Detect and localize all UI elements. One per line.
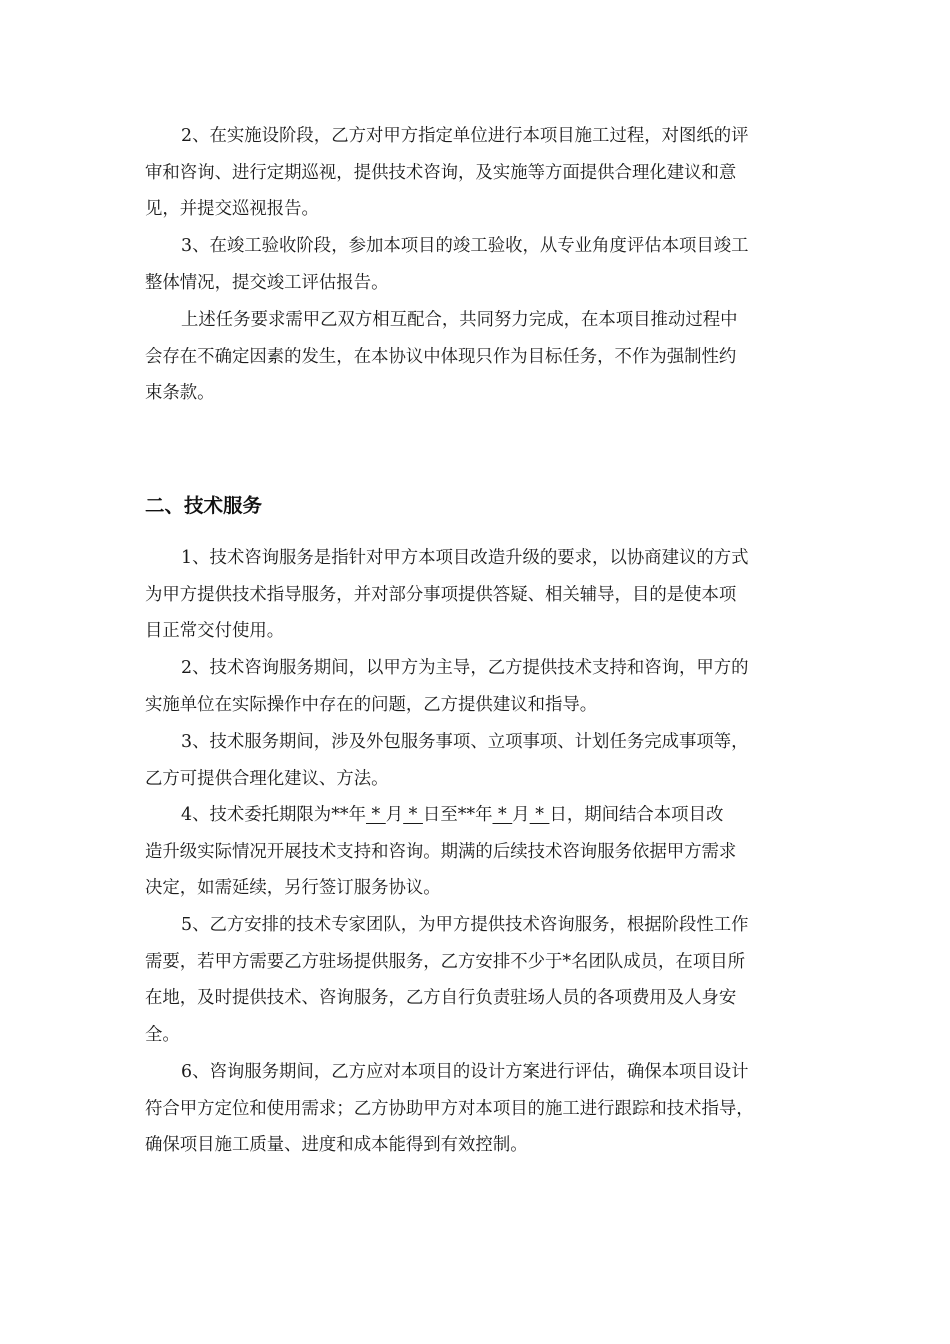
text-line: 审和咨询、进行定期巡视，提供技术咨询，及实施等方面提供合理化建议和意 bbox=[145, 162, 737, 183]
text-line: 确保项目施工质量、进度和成本能得到有效控制。 bbox=[145, 1135, 528, 1155]
section1-paragraph-2 bbox=[145, 118, 805, 228]
text-line: 造升级实际情况开展技术支持和咨询。期满的后续技术咨询服务依据甲方需求 bbox=[145, 841, 737, 862]
blank-day-field: * bbox=[529, 805, 550, 825]
text-line: 见，并提交巡视报告。 bbox=[145, 199, 319, 219]
section2-paragraph-2 bbox=[145, 650, 805, 723]
text-fragment: 月 bbox=[512, 805, 530, 825]
text-line: 整体情况，提交竣工评估报告。 bbox=[145, 272, 389, 293]
section1-paragraph-3 bbox=[145, 228, 805, 301]
paragraph bbox=[145, 540, 805, 650]
text-line: 束条款。 bbox=[145, 383, 215, 403]
blank-day-field: * bbox=[403, 805, 423, 825]
section1-paragraph-4 bbox=[145, 302, 805, 412]
section2-paragraph-6 bbox=[145, 1054, 805, 1164]
text-line: 全。 bbox=[145, 1024, 180, 1045]
text-fragment: 日至**年 bbox=[422, 805, 493, 825]
text-line: 在地，及时提供技术、咨询服务，乙方自行负责驻场人员的各项费用及人身安 bbox=[145, 988, 737, 1008]
paragraph bbox=[145, 650, 805, 723]
text-line: 上述任务要求需甲乙双方相互配合，共同努力完成，在本项目推动过程中 bbox=[181, 310, 738, 330]
text-line: 乙方可提供合理化建议、方法。 bbox=[145, 768, 389, 789]
text-fragment: 4、技术委托期限为**年 bbox=[181, 805, 366, 825]
text-line: 需要，若甲方需要乙方驻场提供服务，乙方安排不少于*名团队成员，在项目所 bbox=[145, 951, 745, 972]
text-line bbox=[145, 797, 805, 834]
paragraph bbox=[145, 228, 805, 301]
paragraph bbox=[145, 724, 805, 797]
text-line: 决定，如需延续，另行签订服务协议。 bbox=[145, 878, 441, 898]
blank-month-field: * bbox=[492, 805, 513, 825]
text-line: 5、乙方安排的技术专家团队，为甲方提供技术咨询服务，根据阶段性工作 bbox=[181, 915, 749, 935]
text-line: 实施单位在实际操作中存在的问题，乙方提供建议和指导。 bbox=[145, 694, 598, 715]
section2-paragraph-1 bbox=[145, 540, 805, 650]
text-line: 2、技术咨询服务期间，以甲方为主导，乙方提供技术支持和咨询，甲方的 bbox=[181, 658, 749, 678]
paragraph bbox=[145, 302, 805, 412]
text-line: 2、在实施设阶段，乙方对甲方指定单位进行本项目施工过程，对图纸的评 bbox=[181, 126, 749, 146]
section2-paragraph-4 bbox=[145, 797, 805, 907]
text-line: 3、在竣工验收阶段，参加本项目的竣工验收，从专业角度评估本项目竣工 bbox=[181, 236, 749, 256]
section-heading: 二、技术服务 bbox=[145, 494, 263, 517]
text-line: 会存在不确定因素的发生，在本协议中体现只作为目标任务，不作为强制性约 bbox=[145, 346, 737, 367]
text-line: 符合甲方定位和使用需求；乙方协助甲方对本项目的施工进行跟踪和技术指导， bbox=[145, 1098, 754, 1119]
text-line: 目正常交付使用。 bbox=[145, 621, 285, 641]
text-fragment: 月 bbox=[385, 805, 404, 825]
paragraph bbox=[145, 118, 805, 228]
text-line: 1、技术咨询服务是指针对甲方本项目改造升级的要求，以协商建议的方式 bbox=[181, 548, 749, 568]
blank-month-field: * bbox=[365, 805, 386, 825]
paragraph bbox=[145, 907, 805, 1053]
section2-paragraph-5 bbox=[145, 907, 805, 1053]
paragraph bbox=[145, 797, 805, 907]
paragraph bbox=[145, 1054, 805, 1164]
text-line: 为甲方提供技术指导服务，并对部分事项提供答疑、相关辅导，目的是使本项 bbox=[145, 584, 737, 605]
text-line: 6、咨询服务期间，乙方应对本项目的设计方案进行评估，确保本项目设计 bbox=[181, 1062, 749, 1082]
text-line: 3、技术服务期间，涉及外包服务事项、立项事项、计划任务完成事项等， bbox=[181, 732, 749, 752]
section2-paragraph-3 bbox=[145, 724, 805, 797]
text-fragment: 日，期间结合本项目改 bbox=[549, 805, 724, 825]
